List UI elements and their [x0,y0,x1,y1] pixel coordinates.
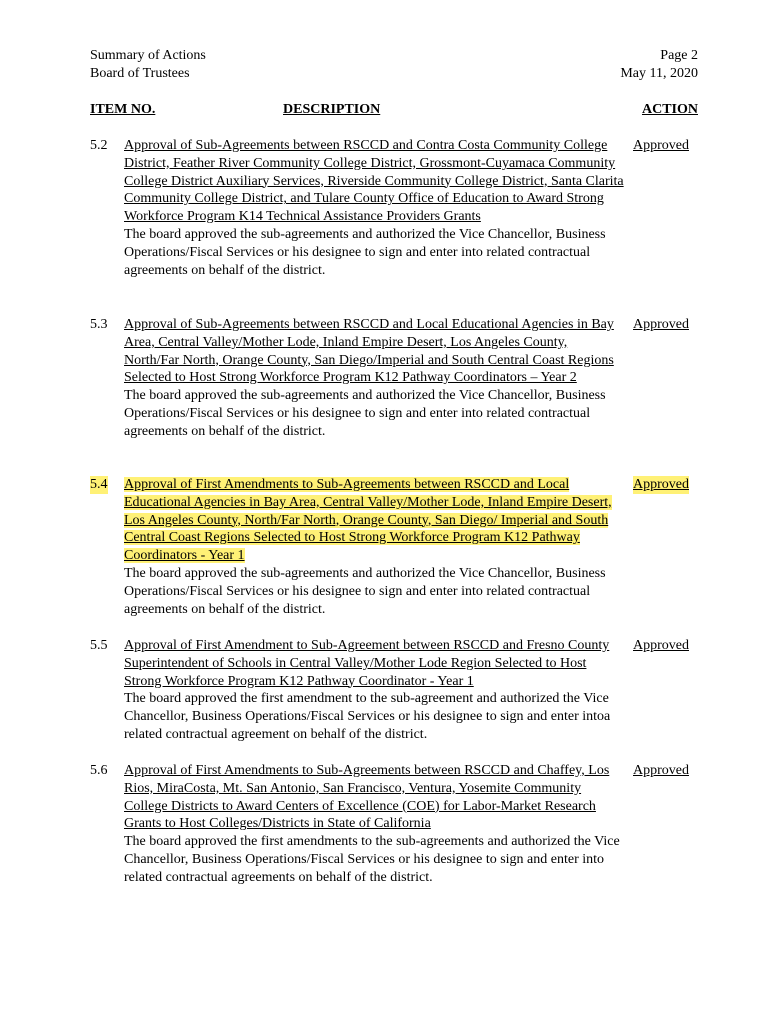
item-action: Approved [633,763,689,778]
item-description: The board approved the first amendment to the sub-agreement and authorized the Vice Chancellor, Business Operations/Fiscal Services or his designee to sign and enter intoa related contractual agreement on behalf of the district. [124,691,611,742]
header-board-of-trustees: Board of Trustees [90,65,190,81]
item-description: The board approved the sub-agreements and authorized the Vice Chancellor, Business Operations/Fiscal Services or his designee to sign and enter into related contractual agreements on behalf of the district. [124,388,606,439]
item-title: Approval of Sub-Agreements between RSCCD and Contra Costa Community College District, Feather River Community College District, Grossmont-Cuyamaca Community College District Auxiliary Services, Riverside Community College District, Santa Clarita Community College District, and Tulare County Office of Education to Award Strong Workforce Program K14 Technical Assistance Providers Grants [124,138,624,225]
item-number: 5.6 [90,763,108,778]
item-body [124,316,624,441]
column-header-description: DESCRIPTION [283,102,381,117]
item-number: 5.2 [90,138,108,153]
item-body [124,476,624,618]
item-action: Approved [633,317,689,332]
item-title: Approval of First Amendment to Sub-Agreement between RSCCD and Fresno County Superintendent of Schools in Central Valley/Mother Lode Region Selected to Host Strong Workforce Program K12 Pathway Coordinator - Year 1 [124,638,610,689]
item-title: Approval of Sub-Agreements between RSCCD and Local Educational Agencies in Bay Area, Central Valley/Mother Lode, Inland Empire Desert, Los Angeles County, North/Far North, Orange County, San Diego/Imperial and South Central Coast Regions Selected to Host Strong Workforce Program K12 Pathway Coordinators – Year 2 [124,317,614,386]
header-page-number: Page 2 [660,48,698,63]
item-number: 5.5 [90,638,108,653]
item-description: The board approved the sub-agreements and authorized the Vice Chancellor, Business Operations/Fiscal Services or his designee to sign and enter into related contractual agreements on behalf of the district. [124,226,606,278]
header-left [90,47,206,83]
item-description: The board approved the first amendments to the sub-agreements and authorized the Vice Chancellor, Business Operations/Fiscal Services or his designee to sign and enter into related contractual agreements on behalf of the district. [124,834,620,885]
item-body [124,637,624,744]
header-summary-of-actions: Summary of Actions [90,48,206,63]
column-header-item-no: ITEM NO. [90,102,156,117]
item-number: 5.4 [90,477,108,492]
item-action: Approved [633,138,689,153]
item-action: Approved [633,477,689,492]
item-title: Approval of First Amendments to Sub-Agreements between RSCCD and Local Educational Agencies in Bay Area, Central Valley/Mother Lode, Inland Empire Desert, Los Angeles County, North/Far North, Orange County, San Diego/ Imperial and South Central Coast Regions Selected to Host Strong Workforce Program K12 Pathway Coordinators - Year 1 [124,477,612,564]
item-description: The board approved the sub-agreements and authorized the Vice Chancellor, Business Operations/Fiscal Services or his designee to sign and enter into related contractual agreements on behalf of the district. [124,565,606,617]
header-date: May 11, 2020 [620,65,698,81]
item-title: Approval of First Amendments to Sub-Agreements between RSCCD and Chaffey, Los Rios, MiraCosta, Mt. San Antonio, San Francisco, Ventura, Yosemite Community College Districts to Award Centers of Excellence (COE) for Labor-Market Research Grants to Host Colleges/Districts in State of California [124,763,610,832]
item-action: Approved [633,638,689,653]
item-title-block [124,476,624,565]
item-body [124,137,624,279]
item-body [124,762,624,887]
column-header-action: ACTION [641,102,698,117]
item-number: 5.3 [90,317,108,332]
header-right [620,47,698,83]
